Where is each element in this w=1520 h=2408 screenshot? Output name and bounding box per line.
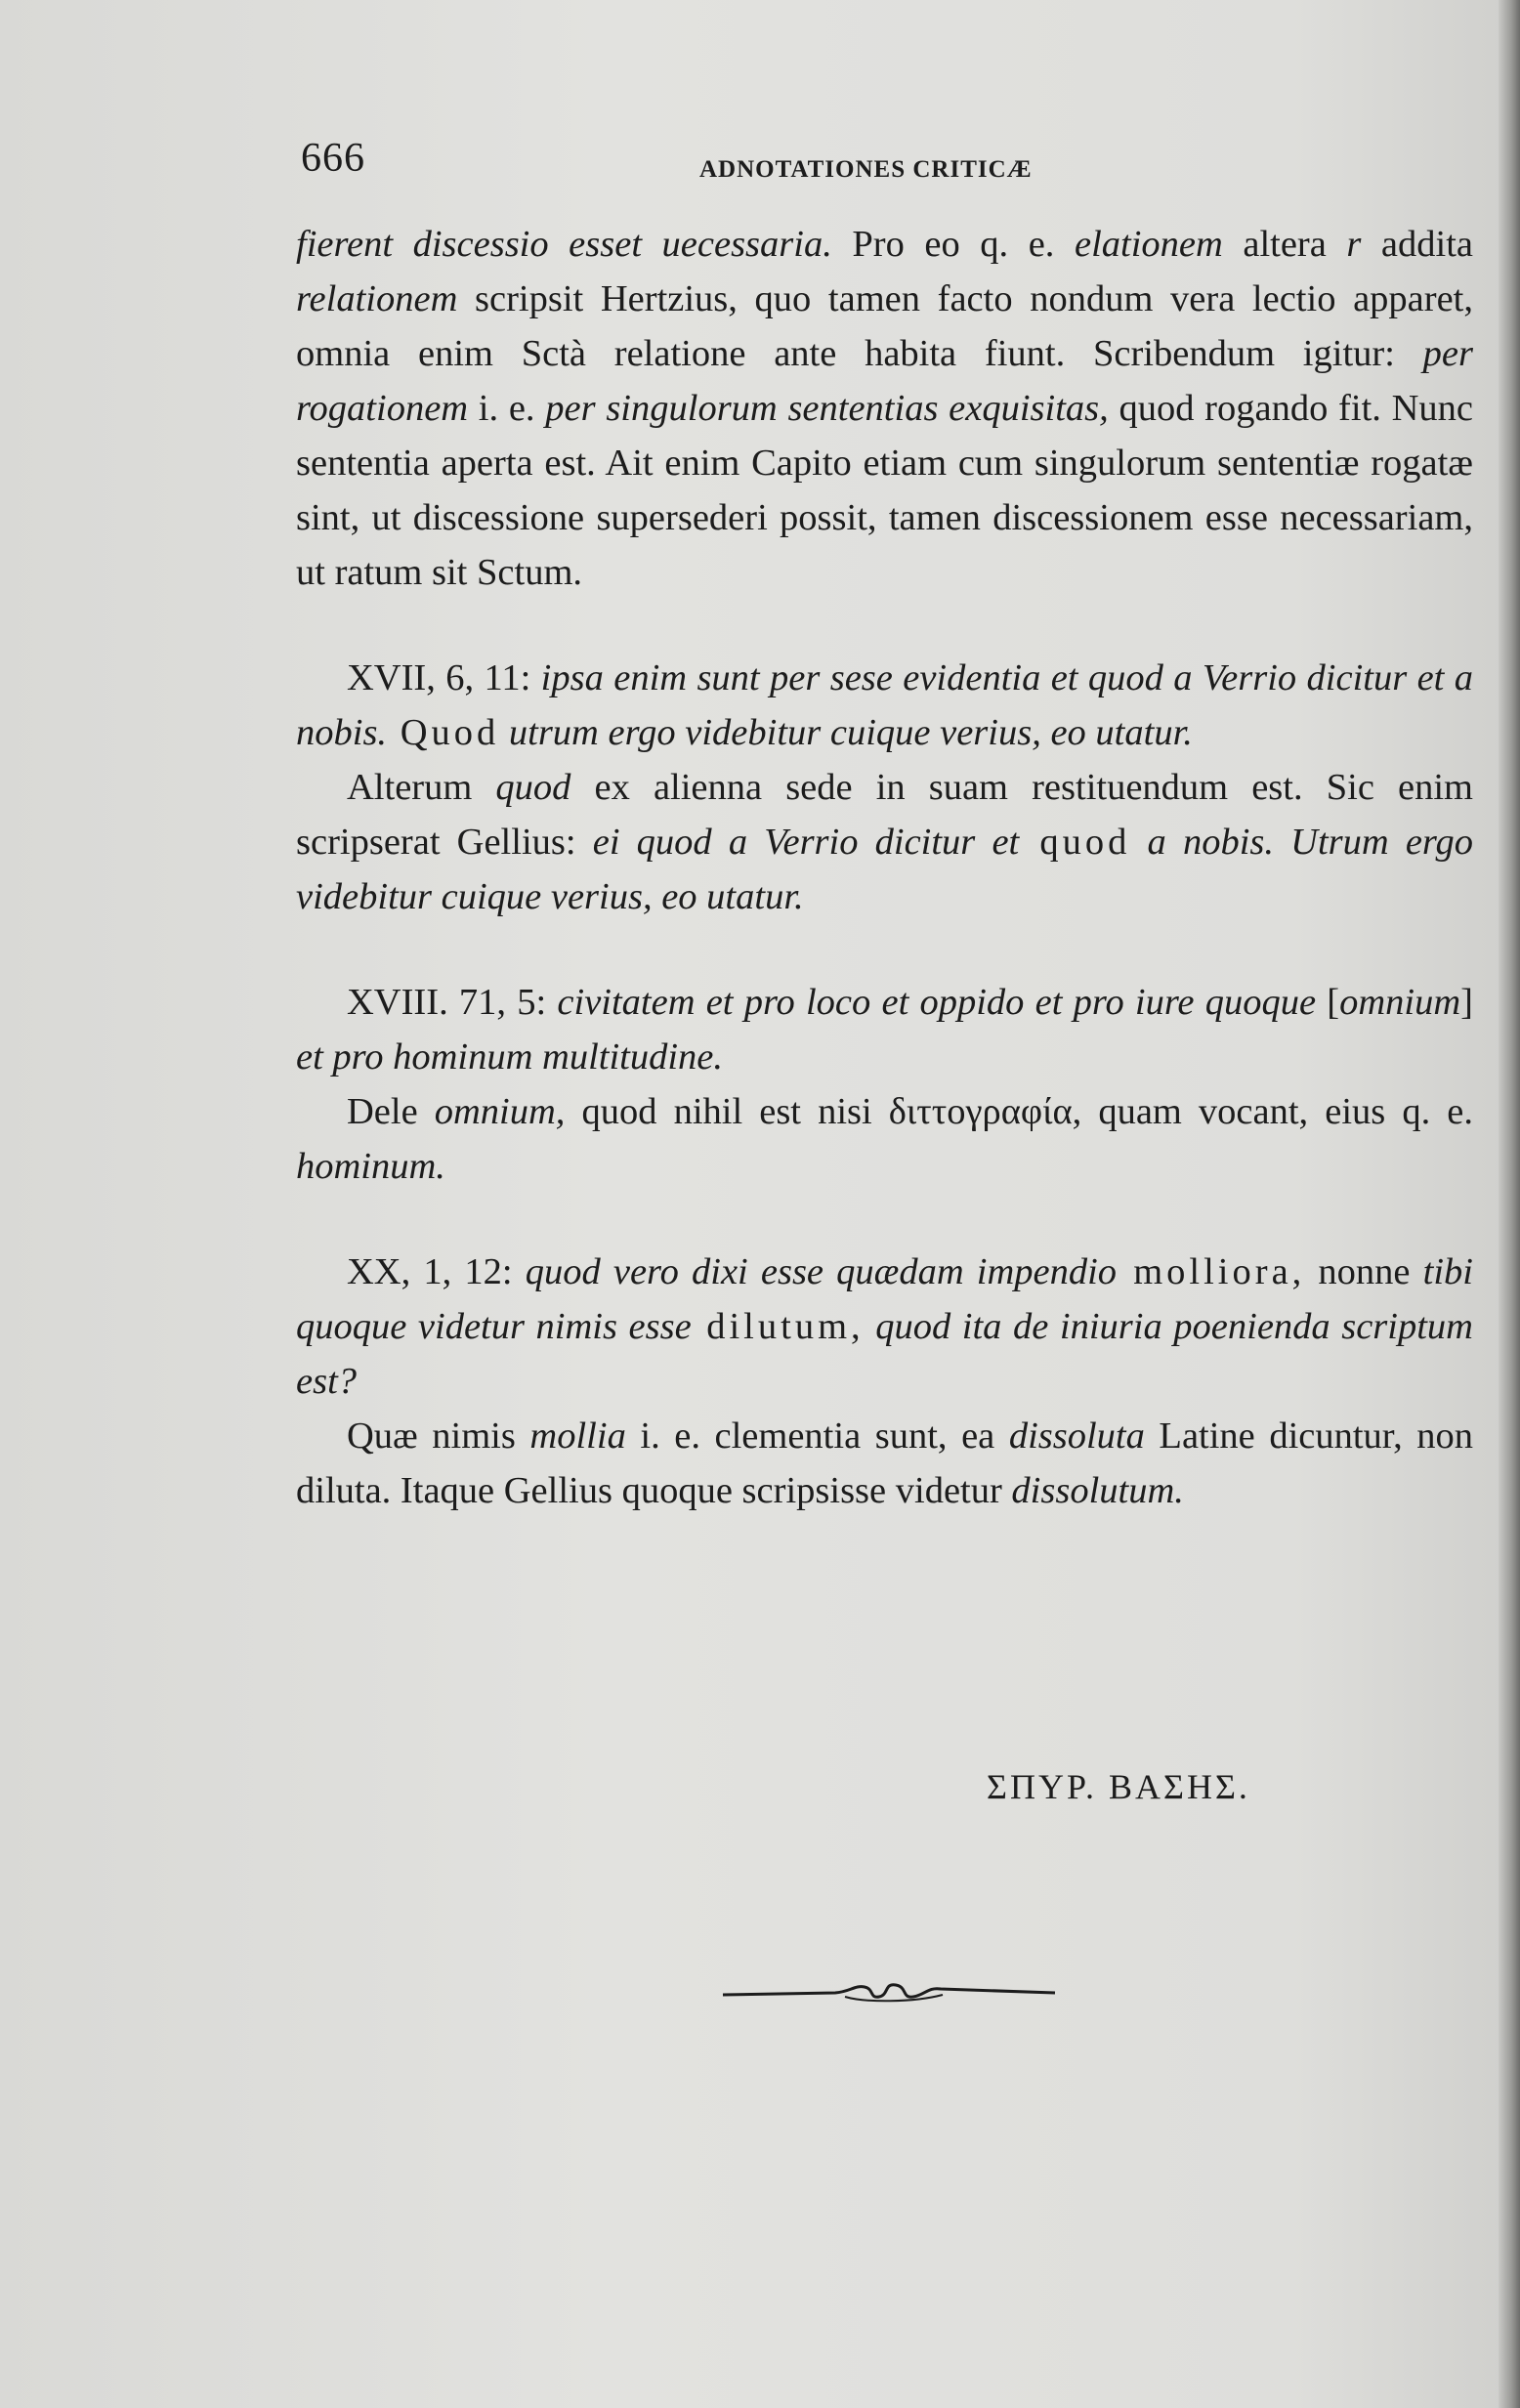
text-spaced: quod <box>1019 822 1131 863</box>
text: nonne <box>1305 1251 1423 1292</box>
text-spaced: mollior <box>1117 1251 1272 1292</box>
text: quod rogando fit. Nunc sententia aperta est. Ait enim Capito etiam cum singulorum sententiæ rogatæ sint, ut discessione supersederi possit, tamen discessionem esse necessariam, ut ratum sit Sctum. <box>296 388 1473 593</box>
text: i. e. <box>468 388 546 429</box>
text-italic: quod <box>495 767 571 808</box>
text: XVIII. 71, 5: <box>347 982 558 1023</box>
text-italic: mollia <box>529 1415 626 1457</box>
text: addita <box>1361 224 1473 265</box>
paragraph-2 <box>296 651 1473 760</box>
paragraph-6 <box>296 1245 1473 1409</box>
text-italic: r <box>1346 224 1362 265</box>
text-spaced: dilutum, <box>691 1306 865 1347</box>
text-italic: fierent discessio esset uecessaria. <box>296 224 832 265</box>
text-italic: dissolutum. <box>1011 1470 1184 1511</box>
text-italic: tibi quoque videtur nimis esse <box>296 1251 1473 1347</box>
text-italic: quod ita de iniuria poenienda scriptum est? <box>296 1306 1473 1402</box>
text: [ <box>1327 982 1340 1023</box>
text-italic: omnium, <box>434 1091 566 1132</box>
text-italic: elationem <box>1074 224 1223 265</box>
text-italic: civitatem et pro loco et oppido et pro iure quoque <box>557 982 1328 1023</box>
text: quod nihil est nisi <box>565 1091 889 1132</box>
text-italic: quod vero dixi esse quædam impendio <box>525 1251 1118 1292</box>
text: Quæ nimis <box>347 1415 530 1457</box>
paragraph-3 <box>296 760 1473 924</box>
page-number: 666 <box>301 136 365 181</box>
text: ex alienna sede in suam restituendum est. Sic enim scripserat Gellius: <box>296 767 1473 863</box>
text: altera <box>1222 224 1347 265</box>
text: , quam vocant, eius q. e. <box>1072 1091 1473 1132</box>
text-italic: et pro hominum multitudine. <box>296 1036 724 1077</box>
paragraph-1 <box>296 217 1473 600</box>
page-edge-shadow <box>1499 0 1520 2408</box>
page-header <box>301 135 1473 193</box>
text-italic: per rogationem <box>296 333 1473 429</box>
paragraph-7 <box>296 1409 1473 1518</box>
text-spaced: Quod <box>387 712 500 753</box>
text: ] <box>1460 982 1473 1023</box>
text-italic: relationem <box>296 278 458 319</box>
text-italic: utrum ergo videbitur cuique verius, eo utatur. <box>499 712 1193 753</box>
text: i. e. clementia sunt, ea <box>625 1415 1009 1457</box>
paragraph-4 <box>296 975 1473 1084</box>
text-italic: omnium <box>1339 982 1461 1023</box>
text: Alterum <box>347 767 496 808</box>
text: Pro eo q. e. <box>831 224 1075 265</box>
text-italic: per singulorum sententias exquisitas, <box>545 388 1109 429</box>
text: scripsit Hertzius, quo tamen facto nondum vera lectio apparet, omnia enim Sctà relatione ante habita fiunt. Scribendum igitur: <box>296 278 1473 374</box>
paragraph-5 <box>296 1084 1473 1194</box>
text-italic: ei quod a Verrio dicitur et <box>592 822 1020 863</box>
text-italic: hominum. <box>296 1146 445 1187</box>
text: XX, 1, 12: <box>347 1251 526 1292</box>
text: Latine dicuntur, non diluta. Itaque Gellius quoque scripsisse videtur <box>296 1415 1474 1511</box>
body-text <box>296 217 1473 1518</box>
text-italic: dissoluta <box>1008 1415 1145 1457</box>
text-italic: a nobis. Utrum ergo videbitur cuique verius, eo utatur. <box>296 822 1473 917</box>
text-spaced: a, <box>1271 1251 1306 1292</box>
greek-text: διττογραφία <box>888 1091 1073 1132</box>
running-head: ADNOTATIONES CRITICÆ <box>699 156 1033 183</box>
signature: ΣΠΥΡ. ΒΑΣΗΣ. <box>987 1767 1250 1806</box>
text: XVII, 6, 11: <box>347 657 541 698</box>
text-italic: ipsa enim sunt per sese evidentia et quod a Verrio dicitur et a nobis. <box>296 657 1473 753</box>
ornament-divider-icon <box>718 1973 1060 2012</box>
text: Dele <box>347 1091 435 1132</box>
